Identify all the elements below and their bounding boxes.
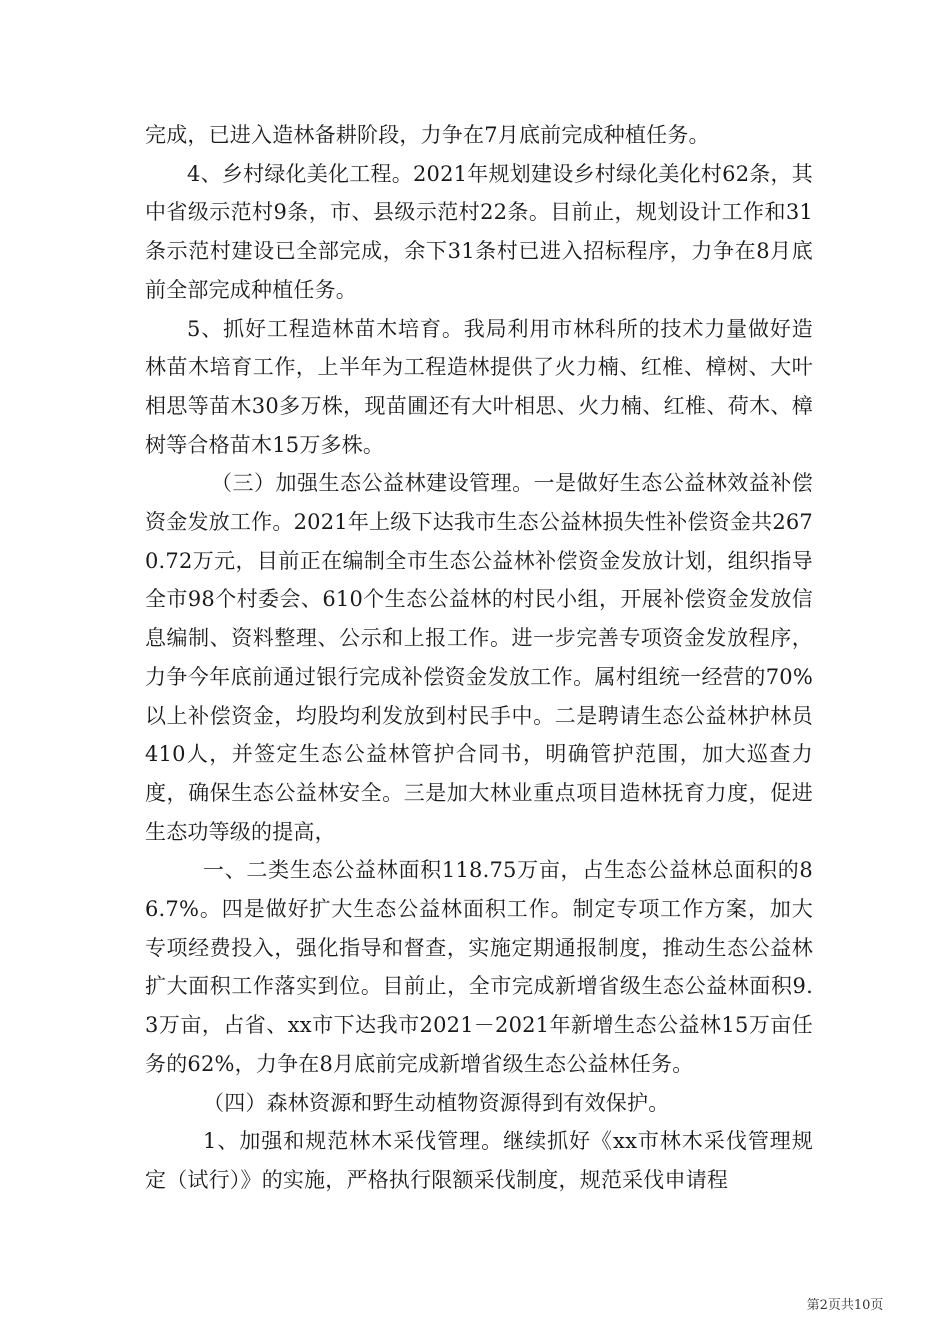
paragraph-seedling-cultivation: 5、抓好工程造林苗木培育。我局利用市林科所的技术力量做好造林苗木培育工作，上半年为工程造林提供了火力楠、红椎、樟树、大叶相思等苗木30多万株，现苗圃还有大叶相思、火力楠、红椎、荷木、樟树等合格苗木15万多株。	[145, 316, 813, 457]
page-number: 第2页共10页	[806, 1298, 884, 1313]
document-body	[145, 116, 813, 1200]
section-heading-resource-protection: （四）森林资源和野生动植物资源得到有效保护。	[203, 1090, 670, 1115]
page-footer	[0, 1294, 950, 1313]
paragraph-rural-greening: 4、乡村绿化美化工程。2021年规划建设乡村绿化美化村62条，其中省级示范村9条，市、县级示范村22条。目前止，规划设计工作和31条示范村建设已全部完成，余下31条村已进入招标程序，力争在8月底前全部完成种植任务。	[145, 161, 813, 302]
paragraph-forest-area: 一、二类生态公益林面积118.75万亩，占生态公益林总面积的86.7%。四是做好扩大生态公益林面积工作。制定专项工作方案，加大专项经费投入，强化指导和督查，实施定期通报制度，推动生态公益林扩大面积工作落实到位。目前止，全市完成新增省级生态公益林面积9.3万亩，占省、xx市下达我市2021－2021年新增生态公益林15万亩任务的62%，力争在8月底前完成新增省级生态公益林任务。	[145, 858, 813, 1076]
paragraph-continuation: 完成，已进入造林备耕阶段，力争在7月底前完成种植任务。	[145, 123, 710, 147]
paragraph-logging-management: 1、加强和规范林木采伐管理。继续抓好《xx市林木采伐管理规定（试行）》的实施，严格执行限额采伐制度，规范采伐申请程	[145, 1129, 813, 1192]
paragraph-ecological-forest-management: （三）加强生态公益林建设管理。一是做好生态公益林效益补偿资金发放工作。2021年上级下达我市生态公益林损失性补偿资金共2670.72万元，目前正在编制全市生态公益林补偿资金发放计划，组织指导全市98个村委会、610个生态公益林的村民小组，开展补偿资金发放信息编制、资料整理、公示和上报工作。进一步完善专项资金发放程序，力争今年底前通过银行完成补偿资金发放工作。属村组统一经营的70%以上补偿资金，均股均利发放到村民手中。二是聘请生态公益林护林员410人，并签定生态公益林管护合同书，明确管护范围，加大巡查力度，确保生态公益林安全。三是加大林业重点项目造林抚育力度，促进生态功等级的提高，	[145, 471, 813, 844]
